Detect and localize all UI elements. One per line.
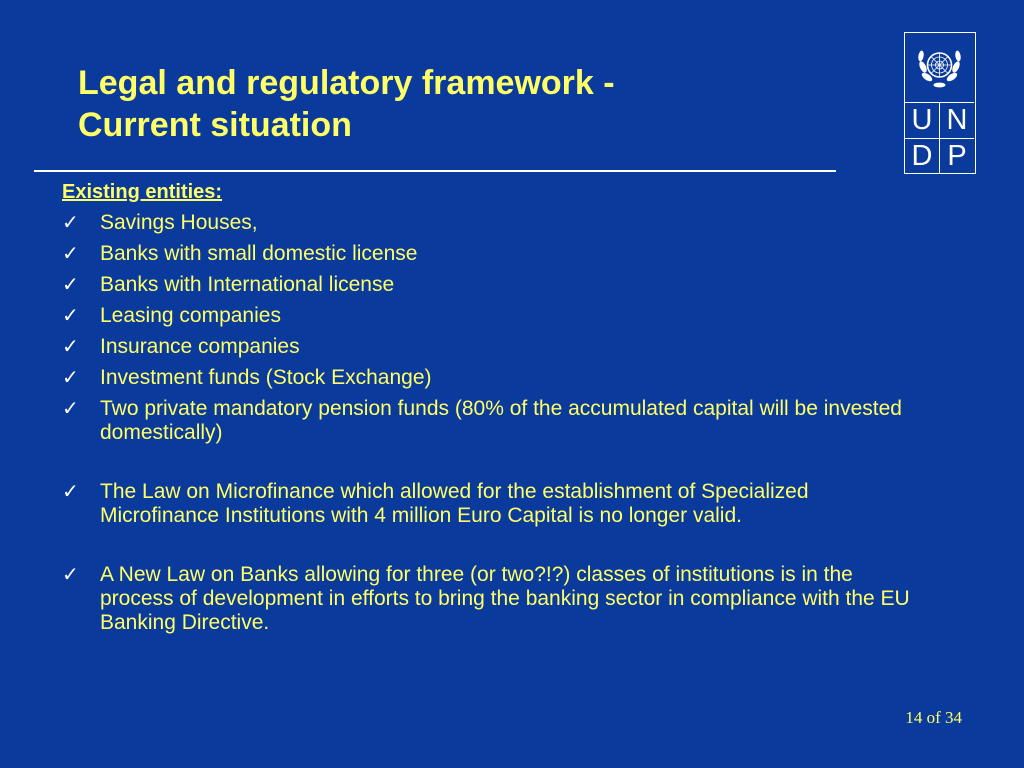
slide-body <box>62 180 922 642</box>
checkmark-icon: ✓ <box>62 564 79 586</box>
bullet-item <box>62 211 922 235</box>
bullet-item <box>62 304 922 328</box>
bullet-text: Savings Houses, <box>100 211 258 234</box>
bullet-text: Leasing companies <box>100 304 281 327</box>
bullet-text: Banks with small domestic license <box>100 242 418 265</box>
bullet-item <box>62 335 922 359</box>
logo-letter-p: P <box>940 138 974 174</box>
checkmark-icon: ✓ <box>62 398 79 420</box>
slide-title-line-2: Current situation <box>78 106 352 144</box>
logo-letter-d: D <box>905 138 940 174</box>
bullet-item <box>62 366 922 390</box>
checkmark-icon: ✓ <box>62 305 79 327</box>
bullet-text: The Law on Microfinance which allowed for the establishment of Specialized Microfinance Institutions with 4 million Euro Capital is no longer valid. <box>100 480 809 527</box>
slide-title-line-1: Legal and regulatory framework - <box>78 64 615 102</box>
undp-logo <box>904 32 976 174</box>
bullet-text: Investment funds (Stock Exchange) <box>100 366 432 389</box>
bullet-item <box>62 480 922 528</box>
checkmark-icon: ✓ <box>62 243 79 265</box>
logo-letter-u: U <box>905 102 940 138</box>
checkmark-icon: ✓ <box>62 481 79 503</box>
logo-letter-n: N <box>940 102 974 138</box>
un-emblem-icon <box>905 33 974 102</box>
slide-title <box>78 62 838 146</box>
checkmark-icon: ✓ <box>62 212 79 234</box>
bullet-item <box>62 563 922 635</box>
checkmark-icon: ✓ <box>62 367 79 389</box>
bullet-text: A New Law on Banks allowing for three (or two?!?) classes of institutions is in the process of development in efforts to bring the banking sector in compliance with the EU Banking Directive. <box>100 563 910 634</box>
bullet-text: Banks with International license <box>100 273 395 296</box>
checkmark-icon: ✓ <box>62 274 79 296</box>
undp-letters <box>905 102 974 172</box>
checkmark-icon: ✓ <box>62 336 79 358</box>
existing-entities-heading: Existing entities: <box>62 181 223 203</box>
title-divider <box>34 170 836 172</box>
bullet-item <box>62 397 922 445</box>
page-number: 14 of 34 <box>905 708 962 727</box>
bullet-text: Insurance companies <box>100 335 300 358</box>
bullet-item <box>62 273 922 297</box>
bullet-item <box>62 242 922 266</box>
bullet-text: Two private mandatory pension funds (80% of the accumulated capital will be invested domestically) <box>100 397 902 444</box>
